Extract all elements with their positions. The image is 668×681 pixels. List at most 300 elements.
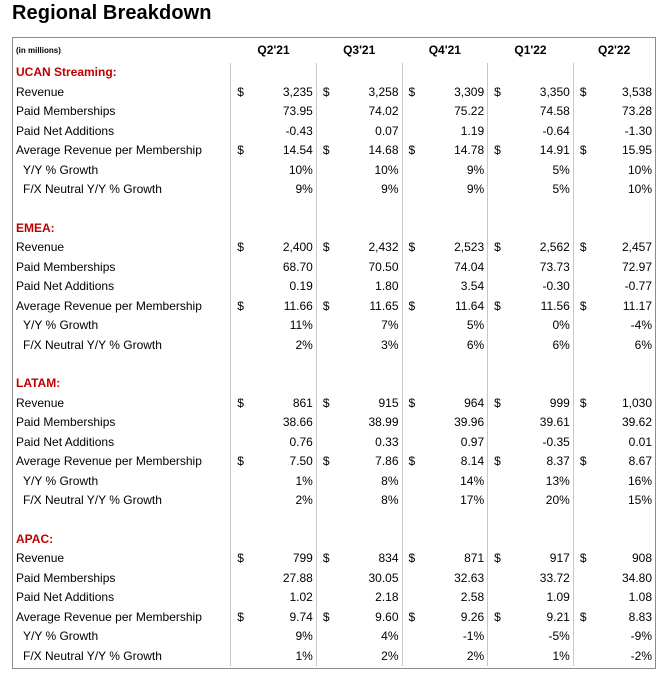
empty-cell (573, 63, 591, 83)
row-label: Y/Y % Growth (23, 629, 99, 644)
empty-cell (334, 219, 402, 239)
empty-cell (231, 316, 249, 336)
value-cell: 3,350 (539, 84, 570, 99)
empty-cell (591, 219, 655, 239)
value-cell: 10% (374, 162, 399, 177)
table-row (13, 122, 655, 142)
value-cell: 0.01 (628, 434, 652, 449)
table-row (13, 102, 655, 122)
empty-cell (488, 122, 506, 142)
section-heading-row (13, 219, 655, 239)
value-cell: 915 (378, 395, 399, 410)
currency-symbol: $ (402, 608, 420, 628)
empty-cell (231, 180, 249, 200)
row-label: Revenue (16, 551, 65, 566)
empty-cell (402, 180, 420, 200)
empty-cell (231, 433, 249, 453)
table-row (13, 433, 655, 453)
regional-breakdown-table-frame (12, 37, 656, 669)
empty-cell (488, 161, 506, 181)
value-cell: -0.30 (542, 279, 570, 294)
table-row (13, 141, 655, 161)
value-cell: 74.58 (539, 104, 570, 119)
table-row (13, 180, 655, 200)
empty-cell (402, 122, 420, 142)
currency-symbol: $ (488, 394, 506, 414)
value-cell: 1% (295, 648, 313, 663)
table-row (13, 336, 655, 356)
empty-cell (488, 200, 506, 219)
column-header-q4-21: Q4'21 (428, 43, 461, 57)
section-heading: EMEA: (16, 220, 55, 235)
row-label: Paid Net Additions (16, 590, 115, 605)
empty-cell (488, 530, 506, 550)
row-label: Paid Net Additions (16, 279, 115, 294)
empty-cell (231, 219, 249, 239)
row-label: Average Revenue per Membership (16, 454, 202, 469)
value-cell: 0.07 (375, 123, 399, 138)
empty-cell (488, 472, 506, 492)
empty-cell (573, 569, 591, 589)
table-row (13, 588, 655, 608)
value-cell: 11.56 (540, 298, 570, 313)
table-row (13, 238, 655, 258)
value-cell: -0.35 (542, 434, 570, 449)
value-cell: 871 (464, 551, 485, 566)
value-cell: 1% (552, 648, 570, 663)
empty-cell (231, 511, 249, 530)
empty-cell (231, 258, 249, 278)
value-cell: 2,562 (539, 240, 570, 255)
row-label: Paid Memberships (16, 570, 116, 585)
currency-symbol: $ (573, 297, 591, 317)
empty-cell (316, 200, 334, 219)
value-cell: -4% (630, 318, 652, 333)
empty-cell (420, 355, 488, 374)
empty-cell (402, 413, 420, 433)
currency-symbol: $ (316, 394, 334, 414)
empty-cell (573, 472, 591, 492)
table-row (13, 549, 655, 569)
value-cell: 999 (549, 395, 570, 410)
spacer-row (13, 355, 655, 374)
currency-symbol: $ (488, 297, 506, 317)
empty-cell (402, 161, 420, 181)
value-cell: 3,258 (368, 84, 399, 99)
empty-cell (573, 355, 591, 374)
empty-cell (316, 530, 334, 550)
empty-cell (402, 102, 420, 122)
value-cell: 14.91 (539, 143, 570, 158)
empty-cell (13, 200, 231, 219)
value-cell: 39.96 (454, 415, 485, 430)
empty-cell (591, 63, 655, 83)
value-cell: 9.60 (375, 609, 399, 624)
table-row (13, 569, 655, 589)
empty-cell (488, 258, 506, 278)
value-cell: 0.33 (375, 434, 399, 449)
empty-cell (402, 219, 420, 239)
value-cell: 6% (466, 337, 485, 352)
empty-cell (231, 491, 249, 511)
page-title: Regional Breakdown (12, 2, 212, 24)
value-cell: 15.95 (621, 143, 652, 158)
empty-cell (488, 433, 506, 453)
table-row (13, 277, 655, 297)
row-label: Paid Memberships (16, 104, 116, 119)
value-cell: -5% (548, 629, 570, 644)
value-cell: -9% (630, 629, 652, 644)
table-row (13, 394, 655, 414)
value-cell: 6% (552, 337, 570, 352)
empty-cell (488, 511, 506, 530)
table-row (13, 258, 655, 278)
empty-cell (488, 336, 506, 356)
empty-cell (316, 219, 334, 239)
currency-symbol: $ (231, 549, 249, 569)
value-cell: 9% (295, 629, 313, 644)
row-label: F/X Neutral Y/Y % Growth (23, 337, 162, 352)
empty-cell (573, 530, 591, 550)
value-cell: 11.17 (622, 298, 652, 313)
empty-cell (402, 258, 420, 278)
currency-symbol: $ (231, 608, 249, 628)
value-cell: 861 (292, 395, 313, 410)
empty-cell (316, 122, 334, 142)
empty-cell (506, 530, 574, 550)
empty-cell (420, 200, 488, 219)
empty-cell (591, 355, 655, 374)
empty-cell (249, 511, 317, 530)
empty-cell (573, 647, 591, 667)
value-cell: 7.86 (375, 454, 399, 469)
empty-cell (231, 200, 249, 219)
empty-cell (316, 161, 334, 181)
empty-cell (13, 355, 231, 374)
currency-symbol: $ (402, 83, 420, 103)
row-label: Y/Y % Growth (23, 162, 99, 177)
empty-cell (402, 336, 420, 356)
value-cell: 7% (381, 318, 399, 333)
empty-cell (420, 530, 488, 550)
empty-cell (488, 588, 506, 608)
row-label: Paid Net Additions (16, 434, 115, 449)
value-cell: 1.02 (289, 590, 313, 605)
value-cell: 39.61 (539, 415, 570, 430)
empty-cell (573, 336, 591, 356)
table-row (13, 627, 655, 647)
currency-symbol: $ (231, 297, 249, 317)
empty-cell (316, 413, 334, 433)
currency-symbol: $ (402, 452, 420, 472)
table-row (13, 413, 655, 433)
table-row (13, 647, 655, 667)
value-cell: 38.99 (368, 415, 399, 430)
row-label: F/X Neutral Y/Y % Growth (23, 182, 162, 197)
row-label: F/X Neutral Y/Y % Growth (23, 493, 162, 508)
empty-cell (402, 511, 420, 530)
empty-cell (402, 355, 420, 374)
value-cell: 73.28 (621, 104, 652, 119)
empty-cell (573, 433, 591, 453)
value-cell: 33.72 (539, 570, 570, 585)
value-cell: 8.14 (460, 454, 485, 469)
currency-symbol: $ (573, 394, 591, 414)
empty-cell (316, 511, 334, 530)
empty-cell (488, 219, 506, 239)
empty-cell (316, 374, 334, 394)
empty-cell (316, 569, 334, 589)
empty-cell (402, 530, 420, 550)
value-cell: 11.65 (369, 298, 399, 313)
empty-cell (402, 63, 420, 83)
value-cell: 3% (381, 337, 399, 352)
value-cell: 10% (627, 182, 652, 197)
row-label: Average Revenue per Membership (16, 298, 202, 313)
value-cell: 2,457 (621, 240, 652, 255)
value-cell: 10% (288, 162, 313, 177)
currency-symbol: $ (488, 141, 506, 161)
value-cell: 2% (295, 493, 313, 508)
value-cell: 74.04 (454, 259, 485, 274)
empty-cell (231, 355, 249, 374)
empty-cell (573, 122, 591, 142)
currency-symbol: $ (231, 141, 249, 161)
row-label: Paid Memberships (16, 259, 116, 274)
table-row (13, 161, 655, 181)
value-cell: 7.50 (289, 454, 313, 469)
currency-symbol: $ (573, 83, 591, 103)
value-cell: 2,432 (368, 240, 399, 255)
value-cell: 8% (381, 473, 399, 488)
row-label: Average Revenue per Membership (16, 609, 202, 624)
row-label: Revenue (16, 395, 65, 410)
value-cell: 0.19 (289, 279, 313, 294)
section-heading: APAC: (16, 531, 54, 546)
empty-cell (402, 491, 420, 511)
column-header-q3-21: Q3'21 (343, 43, 376, 57)
table-row (13, 83, 655, 103)
value-cell: 1,030 (621, 395, 652, 410)
table-row (13, 452, 655, 472)
value-cell: 8.67 (628, 454, 652, 469)
empty-cell (573, 200, 591, 219)
empty-cell (402, 433, 420, 453)
empty-cell (231, 569, 249, 589)
empty-cell (231, 277, 249, 297)
row-label: Paid Memberships (16, 415, 116, 430)
value-cell: 9% (466, 162, 485, 177)
currency-symbol: $ (573, 549, 591, 569)
row-label: Revenue (16, 84, 65, 99)
section-heading: UCAN Streaming: (16, 65, 117, 80)
empty-cell (488, 374, 506, 394)
value-cell: 74.02 (368, 104, 399, 119)
empty-cell (316, 180, 334, 200)
spacer-row (13, 200, 655, 219)
currency-symbol: $ (488, 238, 506, 258)
empty-cell (573, 161, 591, 181)
value-cell: 2,523 (454, 240, 485, 255)
currency-symbol: $ (402, 141, 420, 161)
table-row (13, 608, 655, 628)
empty-cell (402, 588, 420, 608)
empty-cell (573, 180, 591, 200)
empty-cell (316, 433, 334, 453)
value-cell: 0.76 (289, 434, 313, 449)
empty-cell (316, 258, 334, 278)
header-row (13, 38, 655, 63)
empty-cell (488, 627, 506, 647)
value-cell: -0.64 (542, 123, 570, 138)
empty-cell (231, 413, 249, 433)
value-cell: 14.68 (368, 143, 399, 158)
empty-cell (316, 102, 334, 122)
empty-cell (231, 161, 249, 181)
currency-symbol: $ (231, 83, 249, 103)
empty-cell (402, 374, 420, 394)
value-cell: 964 (464, 395, 485, 410)
value-cell: 5% (552, 162, 570, 177)
empty-cell (488, 647, 506, 667)
empty-cell (334, 530, 402, 550)
currency-symbol: $ (316, 452, 334, 472)
value-cell: 2.18 (375, 590, 399, 605)
value-cell: 1% (295, 473, 313, 488)
currency-symbol: $ (316, 238, 334, 258)
value-cell: 3,235 (282, 84, 313, 99)
empty-cell (488, 316, 506, 336)
empty-cell (488, 102, 506, 122)
empty-cell (316, 491, 334, 511)
currency-symbol: $ (488, 83, 506, 103)
empty-cell (488, 569, 506, 589)
value-cell: 2,400 (282, 240, 313, 255)
value-cell: 8.37 (546, 454, 570, 469)
value-cell: 1.19 (460, 123, 485, 138)
value-cell: 2% (381, 648, 399, 663)
empty-cell (591, 200, 655, 219)
value-cell: 3,309 (454, 84, 485, 99)
value-cell: 32.63 (454, 570, 485, 585)
empty-cell (231, 472, 249, 492)
empty-cell (231, 102, 249, 122)
empty-cell (231, 627, 249, 647)
empty-cell (488, 413, 506, 433)
empty-cell (573, 588, 591, 608)
empty-cell (573, 219, 591, 239)
spacer-row (13, 511, 655, 530)
value-cell: 8% (381, 493, 399, 508)
row-label: Y/Y % Growth (23, 318, 99, 333)
value-cell: 72.97 (621, 259, 652, 274)
value-cell: 1.09 (546, 590, 570, 605)
section-heading-row (13, 374, 655, 394)
empty-cell (402, 569, 420, 589)
currency-symbol: $ (573, 608, 591, 628)
currency-symbol: $ (573, 452, 591, 472)
section-heading-row (13, 530, 655, 550)
table-row (13, 491, 655, 511)
row-label: Average Revenue per Membership (16, 143, 202, 158)
empty-cell (231, 63, 249, 83)
value-cell: 917 (549, 551, 570, 566)
value-cell: 834 (378, 551, 399, 566)
empty-cell (402, 316, 420, 336)
empty-cell (573, 491, 591, 511)
empty-cell (316, 63, 334, 83)
section-heading-row (13, 63, 655, 83)
empty-cell (231, 336, 249, 356)
empty-cell (316, 472, 334, 492)
empty-cell (249, 63, 317, 83)
currency-symbol: $ (402, 238, 420, 258)
empty-cell (231, 122, 249, 142)
empty-cell (231, 530, 249, 550)
value-cell: 2% (466, 648, 485, 663)
empty-cell (249, 355, 317, 374)
value-cell: -2% (630, 648, 652, 663)
value-cell: -1% (462, 629, 485, 644)
empty-cell (488, 63, 506, 83)
table-row (13, 297, 655, 317)
empty-cell (591, 511, 655, 530)
empty-cell (420, 219, 488, 239)
value-cell: 1.08 (628, 590, 652, 605)
unit-label: (in millions) (16, 46, 61, 55)
empty-cell (316, 277, 334, 297)
regional-breakdown-table (13, 38, 655, 666)
value-cell: 4% (381, 629, 399, 644)
row-label: Revenue (16, 240, 65, 255)
currency-symbol: $ (316, 83, 334, 103)
currency-symbol: $ (488, 549, 506, 569)
empty-cell (573, 511, 591, 530)
currency-symbol: $ (316, 297, 334, 317)
value-cell: 75.22 (454, 104, 485, 119)
value-cell: 70.50 (368, 259, 399, 274)
empty-cell (334, 355, 402, 374)
value-cell: 2% (295, 337, 313, 352)
empty-cell (573, 413, 591, 433)
empty-cell (231, 647, 249, 667)
empty-cell (13, 511, 231, 530)
empty-cell (573, 627, 591, 647)
currency-symbol: $ (488, 452, 506, 472)
empty-cell (334, 374, 402, 394)
value-cell: 3.54 (460, 279, 485, 294)
empty-cell (420, 511, 488, 530)
value-cell: 908 (631, 551, 652, 566)
value-cell: 17% (460, 493, 485, 508)
empty-cell (316, 336, 334, 356)
empty-cell (249, 219, 317, 239)
empty-cell (506, 374, 574, 394)
currency-symbol: $ (573, 238, 591, 258)
empty-cell (573, 374, 591, 394)
empty-cell (506, 511, 574, 530)
currency-symbol: $ (488, 608, 506, 628)
value-cell: 1.80 (375, 279, 399, 294)
value-cell: 5% (552, 182, 570, 197)
currency-symbol: $ (316, 141, 334, 161)
value-cell: 34.80 (621, 570, 652, 585)
empty-cell (316, 588, 334, 608)
empty-cell (231, 588, 249, 608)
row-label: Y/Y % Growth (23, 473, 99, 488)
value-cell: 9.26 (460, 609, 485, 624)
value-cell: 0% (552, 318, 570, 333)
